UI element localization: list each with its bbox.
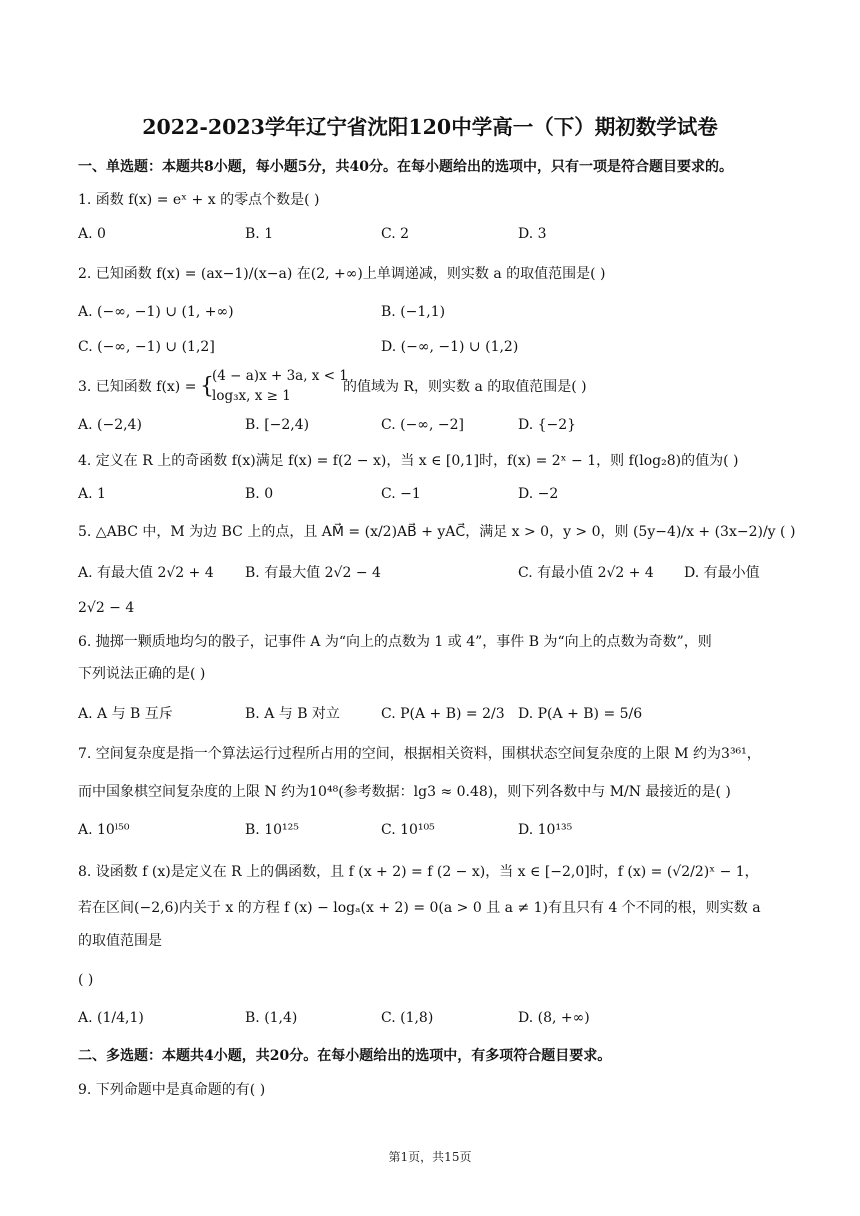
question-8-stem-line-4: ( ) <box>78 972 94 988</box>
question-7-stem-line-1: 7. 空间复杂度是指一个算法运行过程所占用的空间，根据相关资料，围棋状态空间复杂度的上限 M 约为3³⁶¹， <box>78 746 761 762</box>
question-9-stem: 9. 下列命题中是真命题的有( ) <box>78 1082 266 1098</box>
question-8-stem-line-3: 的取值范围是 <box>78 933 162 949</box>
question-6-option-b: B. A 与 B 对立 <box>245 706 340 722</box>
question-1-option-a: A. 0 <box>78 226 106 242</box>
question-2-option-c: C. (−∞, −1) ∪ (1,2] <box>78 339 215 355</box>
question-7-stem-line-2: 而中国象棋空间复杂度的上限 N 约为10⁴⁸(参考数据：lg3 ≈ 0.48)，则下列各数中与 M/N 最接近的是( ) <box>78 784 731 800</box>
question-5-stem: 5. △ABC 中，M 为边 BC 上的点，且 AM⃗ = (x/2)AB⃗ + yAC⃗，满足 x > 0，y > 0，则 (5y−4)/x + (3x−2)/y ( ) <box>78 524 796 540</box>
question-3-option-a: A. (−2,4) <box>78 417 142 433</box>
question-5-option-d-continued: 2√2 − 4 <box>78 600 135 616</box>
question-5-option-c: C. 有最小值 2√2 + 4 <box>518 565 654 581</box>
question-8-stem-line-1: 8. 设函数 f (x)是定义在 R 上的偶函数，且 f (x + 2) = f (2 − x)，当 x ∈ [−2,0]时，f (x) = (√2/2)ˣ − 1， <box>78 864 759 880</box>
page-footer: 第1页，共15页 <box>388 1150 472 1164</box>
question-1-stem: 1. 函数 f(x) = eˣ + x 的零点个数是( ) <box>78 192 320 208</box>
question-2-option-d: D. (−∞, −1) ∪ (1,2) <box>381 339 519 355</box>
question-4-option-d: D. −2 <box>518 486 559 502</box>
question-3-stem-prefix: 3. 已知函数 f(x) = <box>78 379 197 395</box>
question-3-case-2: log₃x, x ≥ 1 <box>212 388 291 404</box>
question-8-option-b: B. (1,4) <box>245 1010 298 1026</box>
question-3-stem-suffix: 的值域为 R，则实数 a 的取值范围是( ) <box>343 379 587 395</box>
question-1-option-b: B. 1 <box>245 226 274 242</box>
question-1-option-d: D. 3 <box>518 226 547 242</box>
question-5-option-d: D. 有最小值 <box>684 565 760 581</box>
question-6-option-a: A. A 与 B 互斥 <box>78 706 173 722</box>
question-8-option-a: A. (1/4,1) <box>78 1010 144 1026</box>
question-3-option-b: B. [−2,4) <box>245 417 310 433</box>
page-title: 2022-2023学年辽宁省沈阳120中学高一（下）期初数学试卷 <box>142 115 718 139</box>
question-6-stem-line-1: 6. 抛掷一颗质地均匀的骰子，记事件 A 为“向上的点数为 1 或 4”，事件 B 为“向上的点数为奇数”，则 <box>78 634 712 650</box>
question-2-option-a: A. (−∞, −1) ∪ (1, +∞) <box>78 304 234 320</box>
question-8-option-d: D. (8, +∞) <box>518 1010 590 1026</box>
question-4-option-a: A. 1 <box>78 486 106 502</box>
question-2-option-b: B. (−1,1) <box>381 304 446 320</box>
question-4-option-b: B. 0 <box>245 486 274 502</box>
section-heading-single-choice: 一、单选题：本题共8小题，每小题5分，共40分。在每小题给出的选项中，只有一项是符合题目要求的。 <box>78 159 733 175</box>
question-8-option-c: C. (1,8) <box>381 1010 434 1026</box>
question-6-option-c: C. P(A + B) = 2/3 <box>381 706 505 722</box>
question-5-option-a: A. 有最大值 2√2 + 4 <box>78 565 214 581</box>
question-7-option-d: D. 10¹³⁵ <box>518 822 573 838</box>
piecewise-brace: { <box>200 374 214 399</box>
question-3-option-d: D. {−2} <box>518 417 577 433</box>
question-8-stem-line-2: 若在区间(−2,6)内关于 x 的方程 f (x) − logₐ(x + 2) = 0(a > 0 且 a ≠ 1)有且只有 4 个不同的根，则实数 a <box>78 900 761 916</box>
question-5-option-b: B. 有最大值 2√2 − 4 <box>245 565 381 581</box>
question-4-stem: 4. 定义在 R 上的奇函数 f(x)满足 f(x) = f(2 − x)，当 x ∈ [0,1]时，f(x) = 2ˣ − 1，则 f(log₂8)的值为( ) <box>78 453 739 469</box>
question-3-case-1: (4 − a)x + 3a, x < 1 <box>212 368 348 384</box>
question-7-option-c: C. 10¹⁰⁵ <box>381 822 435 838</box>
question-3-option-c: C. (−∞, −2] <box>381 417 464 433</box>
question-6-option-d: D. P(A + B) = 5/6 <box>518 706 643 722</box>
question-2-stem: 2. 已知函数 f(x) = (ax−1)/(x−a) 在(2, +∞)上单调递减，则实数 a 的取值范围是( ) <box>78 266 606 282</box>
question-7-option-a: A. 10ˡ⁵⁰ <box>78 822 130 838</box>
question-4-option-c: C. −1 <box>381 486 421 502</box>
section-heading-multiple-choice: 二、多选题：本题共4小题，共20分。在每小题给出的选项中，有多项符合题目要求。 <box>78 1048 612 1064</box>
question-7-option-b: B. 10¹²⁵ <box>245 822 299 838</box>
question-6-stem-line-2: 下列说法正确的是( ) <box>78 666 206 682</box>
question-1-option-c: C. 2 <box>381 226 410 242</box>
